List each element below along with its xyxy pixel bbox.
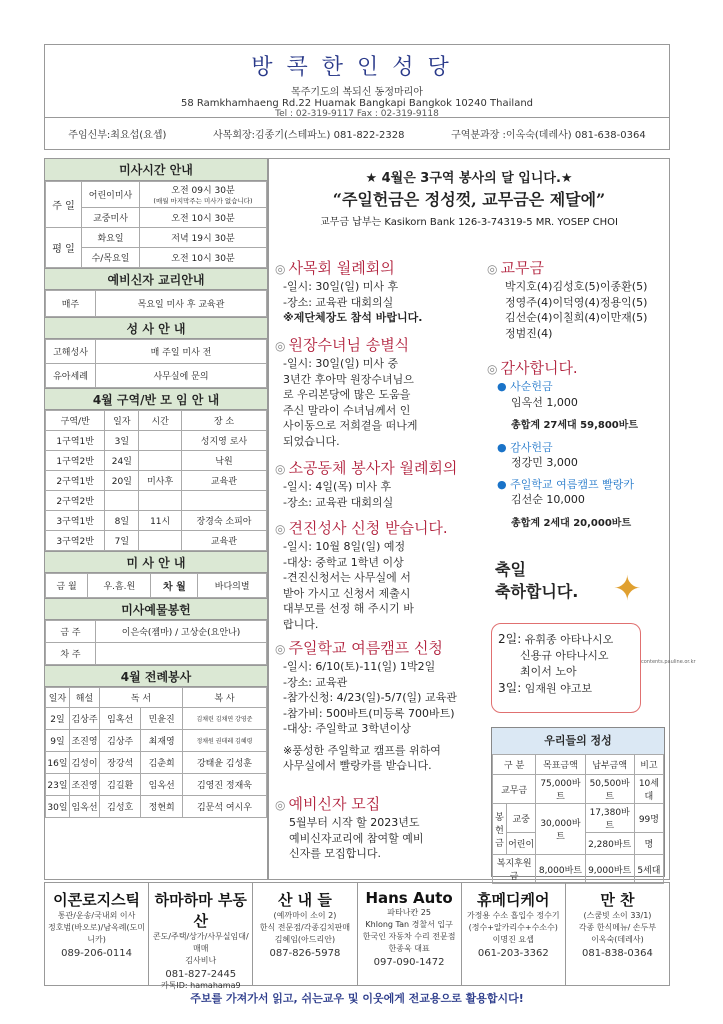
offering-value (96, 643, 267, 665)
mass-cell: 오전 10시 30분 (140, 248, 267, 268)
massguide-cell: 바다의별 (198, 574, 267, 598)
ad-line: 이명진 요셉 (492, 935, 534, 944)
district-cell: 장경숙 소피아 (181, 511, 266, 531)
sincerity-cell: 명 (634, 833, 663, 855)
district-cell: 3구역2반 (46, 531, 105, 551)
catechumen-value: 목요일 미사 후 교육관 (96, 291, 267, 317)
section-title (275, 257, 395, 278)
liturgy-cell: 정채원 권데레 김혜령 (182, 730, 266, 752)
ad-phone: 087-826-5978 (269, 948, 341, 959)
circle-icon: ◎ (275, 642, 286, 656)
district-head: 일자 (105, 411, 139, 431)
district-cell: 8일 (105, 511, 139, 531)
district-cell: 24일 (105, 451, 139, 471)
parish-address: 58 Ramkhamhaeng Rd.22 Huamak Bangkapi Bangkok 10240 Thailand (180, 98, 534, 109)
sincerity-head: 목표금액 (536, 755, 585, 775)
birthday-t1: 축일 (495, 560, 526, 579)
catechumen-title: 예비신자 교리안내 (45, 268, 267, 290)
line: -일시: 6/10(토)-11(일) 1박2일 (283, 660, 436, 673)
circle-icon: ◎ (487, 362, 498, 376)
line: 사무실에서 빨랑카를 받습니다. (283, 759, 432, 772)
ad-restaurant (253, 883, 357, 985)
sacrament-title: 성 사 안 내 (45, 317, 267, 339)
ad-line: 한식 전문점/각종김치판매 (259, 923, 351, 932)
sacrament-key: 유아세례 (46, 364, 96, 388)
liturgy-cell: 김영진 정재욱 (182, 774, 266, 796)
line: 정강민 3,000 (511, 456, 578, 469)
section-title-text: 주일학교 여름캠프 신청 (288, 639, 443, 657)
line: 대부모를 선정 해 주시기 바 (283, 602, 414, 615)
line: 사이동으로 저희곁을 떠나게 (283, 419, 418, 432)
ad-medicare (462, 883, 566, 985)
ad-line: 카톡ID: hamahama9 (160, 981, 241, 990)
mass-sun: 주 일 (46, 182, 82, 228)
district-cell: 성지영 로사 (181, 431, 266, 451)
thanks-c-text: 주일학교 여름캠프 빨랑카 (510, 477, 634, 491)
parish-subtitle: 목주기도의 복되신 동정마리아 (291, 87, 423, 98)
liturgy-cell: 16일 (46, 752, 70, 774)
line: 3년간 후아막 원장수녀님으 (283, 372, 414, 386)
ad-auto (358, 883, 462, 985)
ad-line: 한종욱 대표 (388, 944, 430, 953)
staff-priest: 주임신부:최요섭(요셉) (68, 130, 167, 141)
ad-name: 산 내 들 (277, 891, 332, 909)
section-title-text: 예비신자 모집 (288, 795, 381, 813)
section-body (283, 279, 422, 326)
district-cell: 낙원 (181, 451, 266, 471)
district-cell: 3구역1반 (46, 511, 105, 531)
section-body (289, 815, 424, 862)
section-body (283, 479, 393, 510)
birthday-day: 2일: (498, 632, 522, 646)
ad-line: 이옥숙(데레사) (591, 935, 644, 944)
section-title (275, 793, 380, 814)
section-title (275, 457, 457, 478)
ad-icon-logistics (45, 883, 149, 985)
thanks-a-text: 사순헌금 (510, 380, 553, 393)
district-cell: 2구역1반 (46, 471, 105, 491)
thanks-b-text: 감사헌금 (510, 440, 553, 454)
section-title-text: 원장수녀님 송별식 (288, 336, 410, 354)
circle-icon: ◎ (275, 522, 286, 536)
gyomu-body (505, 279, 647, 341)
line: -참가신청: 4/23(일)-5/7(일) 교육관 (283, 691, 457, 704)
main-column (268, 158, 696, 882)
sincerity-cell: 17,380바트 (585, 804, 634, 833)
line: 되었습니다. (283, 434, 340, 448)
ad-name: 하마하마 부동산 (154, 891, 247, 930)
birthday-name: 신용규 아타나시오 (520, 649, 609, 662)
ad-name: 이콘로지스틱 (53, 891, 141, 909)
line: 주신 말라이 수녀님께서 인 (283, 403, 411, 417)
birthday-t2: 축하합니다. (495, 582, 579, 601)
ad-phone: 089-206-0114 (61, 948, 132, 959)
sincerity-cell: 9,000바트 (585, 855, 634, 884)
birthday-name: 최이서 노아 (520, 665, 577, 678)
liturgy-cell: 민윤진 (141, 708, 182, 730)
thanks-title (487, 357, 578, 378)
circle-icon: ◎ (275, 462, 286, 476)
thanks-c: ● 주일학교 여름캠프 빨랑카 (497, 477, 634, 491)
sincerity-box (491, 727, 665, 882)
section-title-text: 견진성사 신청 받습니다. (288, 519, 448, 537)
line: ※풍성한 주일학교 캠프를 위하여 (283, 743, 441, 757)
district-cell (139, 531, 182, 551)
sincerity-head: 구 분 (493, 755, 536, 775)
birthday-box (491, 623, 641, 713)
section-title-text: 사목회 월례회의 (288, 259, 395, 277)
ad-phone: 061-203-3362 (477, 948, 549, 959)
liturgy-cell: 김길환 (100, 774, 141, 796)
sincerity-table (492, 754, 664, 884)
liturgy-cell: 김성호 (100, 796, 141, 818)
ad-line: 정호범(바오로)/남옥례(도미니카) (48, 923, 146, 944)
ad-line: (스쿰빗 소이 33/1) (583, 911, 652, 920)
sacrament-value: 사무실에 문의 (96, 364, 267, 388)
line: -장소: 교육관 대회의실 (283, 495, 394, 509)
ad-line: 통관/운송/국내외 이사 (57, 911, 136, 920)
district-cell: 1구역1반 (46, 431, 105, 451)
mass-cell: 화요일 (82, 228, 140, 248)
liturgy-cell: 김춘희 (141, 752, 182, 774)
mass-time: 오전 09시 30분 (171, 186, 235, 196)
liturgy-cell: 임혹선 (100, 708, 141, 730)
circle-icon: ◎ (487, 262, 498, 276)
mass-cell (140, 182, 267, 208)
line: 정범진(4) (505, 326, 553, 340)
massguide-cell: 금 월 (46, 574, 88, 598)
district-cell (139, 431, 182, 451)
district-cell: 7일 (105, 531, 139, 551)
district-title: 4월 구역/반 모 임 안 내 (45, 388, 267, 410)
liturgy-cell: 최재영 (141, 730, 182, 752)
liturgy-cell: 임옥선 (70, 796, 100, 818)
district-cell: 교육관 (181, 471, 266, 491)
thanks-b: ● 감사헌금 (497, 440, 553, 454)
sacrament-value: 매 주일 미사 전 (96, 340, 267, 364)
liturgy-head: 복 사 (182, 688, 266, 708)
ad-line: 김사비나 (185, 956, 217, 965)
sincerity-cell: 교무금 (493, 775, 536, 804)
mass-table (45, 181, 267, 268)
sincerity-cell: 8,000바트 (536, 855, 585, 884)
line: 김선순(4)이칠희(4)이만재(5) (505, 311, 648, 324)
credit: contents.pauline.or.kr (641, 659, 696, 665)
liturgy-cell: 김성이 (70, 752, 100, 774)
ads-bar (44, 882, 670, 990)
liturgy-cell: 조진영 (70, 774, 100, 796)
gyomu-title-text: 교무금 (500, 259, 544, 277)
line: 박지호(4)김성호(5)이종환(5) (505, 280, 648, 293)
liturgy-head: 독 서 (100, 688, 183, 708)
district-head: 시간 (139, 411, 182, 431)
liturgy-cell: 김문석 여시우 (182, 796, 266, 818)
liturgy-cell: 2일 (46, 708, 70, 730)
district-cell: 11시 (139, 511, 182, 531)
district-cell: 1구역2반 (46, 451, 105, 471)
ad-name: Hans Auto (365, 889, 453, 907)
birthday-day: 3일: (498, 681, 522, 695)
ad-phone: 081-838-0364 (582, 948, 653, 959)
ad-realestate (149, 883, 253, 990)
sincerity-cell: 30,000바트 (536, 804, 585, 855)
mass-title: 미사시간 안내 (45, 159, 267, 181)
ad-line: 가정용 수소 흡입수 정수기 (466, 911, 560, 920)
mass-cell: 어린이미사 (82, 182, 140, 208)
sincerity-cell: 봉헌금 (493, 804, 507, 855)
line: ※제단체장도 참석 바랍니다. (283, 311, 423, 324)
massguide-title: 미 사 안 내 (45, 551, 267, 573)
parish-title: 방콕한인성당 (251, 55, 463, 80)
sincerity-cell: 10세대 (634, 775, 663, 804)
offering-key: 금 주 (46, 621, 96, 643)
mass-cell: 교중미사 (82, 208, 140, 228)
ad-line: 콘도/주택/상가/사무실임대/매매 (152, 932, 249, 953)
district-cell (139, 451, 182, 471)
district-head: 구역/반 (46, 411, 105, 431)
section-title (275, 637, 443, 658)
ad-line: 각종 한식메뉴/ 손두부 (578, 923, 657, 932)
district-table (45, 410, 267, 551)
circle-icon: ◎ (275, 262, 286, 276)
line: 신자를 모집합니다. (289, 847, 382, 860)
liturgy-cell: 김채린 김채연 강영준 (182, 708, 266, 730)
offering-title: 미사예물봉헌 (45, 598, 267, 620)
district-cell (105, 491, 139, 511)
line: -참가비: 500바트(미등록 700바트) (283, 706, 455, 720)
line: -일시: 10월 8일(일) 예정 (283, 540, 406, 553)
district-head: 장 소 (181, 411, 266, 431)
sincerity-title: 우리들의 정성 (492, 728, 664, 754)
line: -대상: 중학교 1학년 이상 (283, 555, 404, 569)
liturgy-cell: 장강석 (100, 752, 141, 774)
mass-weekday: 평 일 (46, 228, 82, 268)
ad-name: 만 찬 (600, 891, 635, 909)
line: -장소: 교육관 대회의실 (283, 295, 394, 309)
circle-icon: ◎ (275, 798, 286, 812)
notice-star: ★ 4월은 3구역 봉사의 달 입니다.★ (365, 171, 573, 186)
line: 총합계 2세대 20,000바트 (511, 517, 632, 529)
district-cell: 20일 (105, 471, 139, 491)
parish-tel: Tel : 02-319-9117 Fax : 02-319-9118 (275, 109, 439, 119)
massguide-cell: 우.흠.원 (88, 574, 151, 598)
ad-line: 김혜임(아드리안) (274, 935, 336, 944)
thanks-body (497, 379, 667, 531)
thanks-a: ● 사순헌금 (497, 380, 553, 393)
district-cell: 교육관 (181, 531, 266, 551)
left-column (44, 158, 268, 880)
liturgy-head: 일자 (46, 688, 70, 708)
line: 랍니다. (283, 617, 319, 631)
gyomu-title (487, 257, 544, 278)
ad-line: 한국인 자동차 수리 전문점 (362, 932, 456, 941)
ad-line: Khlong Tan 경찰서 입구 (365, 920, 453, 929)
liturgy-cell: 조진영 (70, 730, 100, 752)
liturgy-cell: 김상주 (100, 730, 141, 752)
section-title-text: 소공동체 봉사자 월례회의 (288, 459, 458, 477)
notice-quote: “주일헌금은 정성껏, 교무금은 제달에” (332, 190, 606, 209)
section-body (283, 659, 457, 774)
sacrament-key: 고해성사 (46, 340, 96, 364)
staff-bar (44, 118, 670, 150)
staff-council: 사목회장:김종기(스테파노) 081-822-2328 (213, 130, 405, 141)
liturgy-head: 해설 (70, 688, 100, 708)
sincerity-cell: 복지후원금 (493, 855, 536, 884)
sincerity-head: 납부금액 (585, 755, 634, 775)
liturgy-title: 4월 전례봉사 (45, 665, 267, 687)
staff-district: 구역분과장 :이옥숙(데레사) 081-638-0364 (451, 130, 646, 141)
liturgy-cell: 김상주 (70, 708, 100, 730)
liturgy-cell: 정현희 (141, 796, 182, 818)
offering-value: 이은숙(젬마) / 고상순(요안나) (96, 621, 267, 643)
section-title (275, 334, 409, 355)
catechumen-key: 매주 (46, 291, 96, 317)
mass-cell: 저녁 19시 30분 (140, 228, 267, 248)
ad-line: (정수+알카리수+수소수) (468, 923, 558, 932)
ad-name: 휴메디케어 (477, 891, 550, 909)
line: 예비신자교리에 참여할 예비 (289, 831, 424, 845)
ad-phone: 081-827-2445 (165, 969, 237, 980)
line: 총합계 27세대 59,800바트 (511, 420, 639, 431)
liturgy-cell: 강태윤 김성훈 (182, 752, 266, 774)
liturgy-table (45, 687, 267, 818)
sincerity-cell: 5세대 (634, 855, 663, 884)
section-body (283, 539, 414, 632)
ad-line: (예까마이 소이 2) (273, 911, 337, 920)
bulletin-header (44, 44, 670, 118)
liturgy-cell: 임옥선 (141, 774, 182, 796)
massguide-cell: 차 월 (151, 574, 198, 598)
sincerity-cell: 99명 (634, 804, 663, 833)
line: -대상: 주일학교 3학년이상 (283, 722, 411, 735)
line: 정영주(4)이덕영(4)정용익(5) (505, 295, 648, 309)
liturgy-cell: 9일 (46, 730, 70, 752)
line: 로 우리본당에 많은 도움을 (283, 388, 411, 401)
footer-note: 주보를 가져가서 읽고, 쉬는교우 및 이웃에게 전교용으로 활용합시다! (190, 992, 524, 1005)
sincerity-cell: 어린이 (507, 833, 536, 855)
birthday-heading (495, 559, 578, 603)
mass-note: (매월 마지막주는 미사가 없습니다) (153, 197, 253, 205)
notice-bank: 교무금 납부는 Kasikorn Bank 126-3-74319-5 MR. YOSEP CHOI (320, 217, 618, 228)
mass-cell: 수/목요일 (82, 248, 140, 268)
ad-phone: 097-090-1472 (373, 957, 445, 968)
circle-icon: ◎ (275, 339, 286, 353)
liturgy-cell: 30일 (46, 796, 70, 818)
mass-cell: 오전 10시 30분 (140, 208, 267, 228)
line: 임옥선 1,000 (511, 395, 578, 409)
section-title (275, 517, 448, 538)
liturgy-cell: 23일 (46, 774, 70, 796)
ad-line: 파타나칸 25 (387, 908, 431, 917)
birthday-name: 임재원 야고보 (524, 682, 593, 695)
sincerity-cell: 교중 (507, 804, 536, 833)
angel-icon: ✦ (613, 569, 642, 609)
sincerity-cell: 50,500바트 (585, 775, 634, 804)
line: -견진신청서는 사무실에 서 (283, 571, 411, 584)
line: -일시: 30일(일) 미사 중 (283, 357, 399, 370)
line: -일시: 30일(일) 미사 후 (283, 280, 399, 293)
sincerity-cell: 75,000바트 (536, 775, 585, 804)
district-cell: 3일 (105, 431, 139, 451)
thanks-title-text: 감사합니다. (500, 359, 578, 377)
district-cell: 2구역2반 (46, 491, 105, 511)
line: 5월부터 시작 할 2023년도 (289, 816, 420, 829)
sincerity-cell: 2,280바트 (585, 833, 634, 855)
line: 김선순 10,000 (511, 493, 585, 506)
line: 받아 가시고 신청서 제출시 (283, 586, 411, 600)
district-cell (139, 491, 182, 511)
sincerity-head: 비고 (634, 755, 663, 775)
offering-key: 차 주 (46, 643, 96, 665)
district-cell: 미사후 (139, 471, 182, 491)
line: -장소: 교육관 (283, 675, 348, 689)
birthday-name: 유휘종 아타나시오 (524, 633, 614, 646)
district-cell (181, 491, 266, 511)
line: -일시: 4일(목) 미사 후 (283, 480, 392, 493)
section-body (283, 356, 418, 449)
ad-manchan (566, 883, 669, 985)
